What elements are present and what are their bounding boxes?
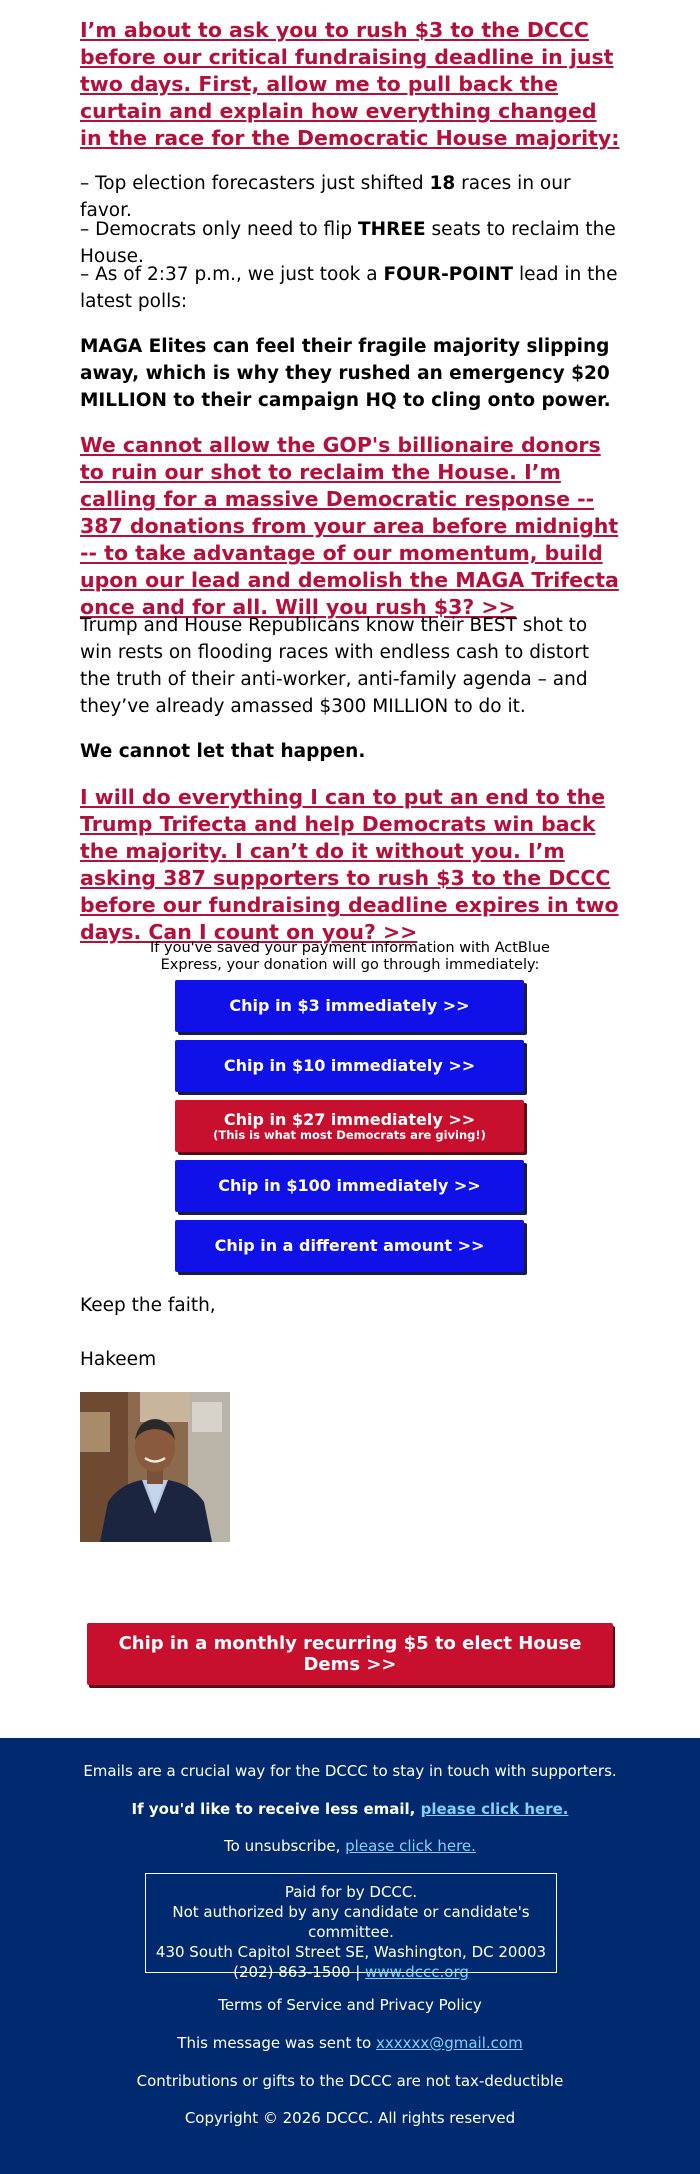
bullet-polls bbox=[80, 261, 625, 315]
less-email-link[interactable]: please click here. bbox=[420, 1800, 569, 1818]
trump-paragraph: Trump and House Republicans know their BEST shot to win rests on flooding races with endless cash to distort the truth of their anti-worker, anti-family agenda – and they’ve already amassed $300 MILLION to do it. bbox=[80, 615, 590, 717]
bullet-text: – Democrats only need to flip bbox=[80, 219, 358, 240]
end-link[interactable]: I will do everything I can to put an end to the Trump Trifecta and help Democrats win back the majority. I can’t do it without you. I’m asking 387 supporters to rush $3 to the DCCC before our fundraising deadline expires in two days. Can I count on you? >> bbox=[80, 785, 619, 944]
donate-other-button[interactable] bbox=[175, 1220, 524, 1272]
unsubscribe-link[interactable]: please click here. bbox=[345, 1837, 476, 1855]
donate-27-label: Chip in $27 immediately >> bbox=[223, 1110, 476, 1129]
donate-100-button[interactable] bbox=[175, 1160, 524, 1212]
copyright: Copyright © 2026 DCCC. All rights reserved bbox=[184, 2109, 516, 2127]
bullet-bold: 18 bbox=[429, 173, 456, 194]
signoff: Keep the faith, bbox=[80, 1295, 216, 1316]
paid-for-box bbox=[145, 1873, 557, 1981]
bullet-text: – As of 2:37 p.m., we just took a bbox=[80, 264, 384, 285]
less-email-text: If you'd like to receive less email, bbox=[131, 1800, 421, 1818]
bullet-text: lead in the latest polls: bbox=[80, 264, 618, 312]
phone: (202) 863-1500 | bbox=[233, 1963, 366, 1981]
bullet-bold: FOUR-POINT bbox=[383, 264, 514, 285]
footer bbox=[0, 1738, 700, 2174]
donate-3-button[interactable] bbox=[175, 980, 524, 1032]
bullet-text: races in our favor. bbox=[80, 173, 571, 221]
signature-name: Hakeem bbox=[80, 1349, 157, 1370]
actblue-note: If you've saved your payment information with ActBlue Express, your donation will go through immediately: bbox=[150, 940, 550, 973]
bullet-text: – Top election forecasters just shifted bbox=[80, 173, 430, 194]
website-link[interactable]: www.dccc.org bbox=[365, 1963, 469, 1981]
donate-3-label: Chip in $3 immediately >> bbox=[229, 996, 470, 1015]
donate-other-label: Chip in a different amount >> bbox=[214, 1236, 485, 1255]
donate-10-label: Chip in $10 immediately >> bbox=[223, 1056, 476, 1075]
bullet-text: seats to reclaim the House. bbox=[80, 219, 616, 267]
tax-notice: Contributions or gifts to the DCCC are not tax-deductible bbox=[136, 2072, 564, 2090]
footer-emails-line: Emails are a crucial way for the DCCC to stay in touch with supporters. bbox=[83, 1762, 617, 1780]
intro-link[interactable]: I’m about to ask you to rush $3 to the DCCC before our critical fundraising deadline in just two days. First, allow me to pull back the curtain and explain how everything changed in the race for the Democratic House majority: bbox=[80, 18, 620, 150]
cannot-let-paragraph: We cannot let that happen. bbox=[80, 741, 366, 762]
monthly-recurring-label: Chip in a monthly recurring $5 to elect House Dems >> bbox=[118, 1633, 582, 1675]
footer-less-email bbox=[0, 1800, 700, 1818]
donate-27-button[interactable] bbox=[175, 1100, 524, 1152]
donate-100-label: Chip in $100 immediately >> bbox=[218, 1176, 481, 1195]
response-link[interactable]: We cannot allow the GOP's billionaire donors to ruin our shot to reclaim the House. I’m calling for a massive Democratic response -- 387 donations from your area before midnight -- to take advantage of our momentum, build upon our lead and demolish the MAGA Trifecta once and for all. Will you rush $3? >> bbox=[80, 433, 619, 619]
not-authorized: Not authorized by any candidate or candidate's committee. bbox=[172, 1903, 530, 1941]
footer-unsubscribe bbox=[0, 1837, 700, 1855]
sent-to-text: This message was sent to bbox=[177, 2034, 376, 2052]
address: 430 South Capitol Street SE, Washington, DC 20003 bbox=[155, 1943, 547, 1961]
sent-to-email[interactable]: xxxxxx@gmail.com bbox=[375, 2034, 523, 2052]
phone-website bbox=[146, 1962, 556, 1982]
hakeem-portrait bbox=[80, 1392, 230, 1542]
donate-10-button[interactable] bbox=[175, 1040, 524, 1092]
sent-to bbox=[0, 2034, 700, 2052]
bullet-bold: THREE bbox=[357, 219, 426, 240]
maga-paragraph: MAGA Elites can feel their fragile majority slipping away, which is why they rushed an emergency $20 MILLION to their campaign HQ to cling onto power. bbox=[80, 336, 611, 411]
paid-by: Paid for by DCCC. bbox=[284, 1883, 418, 1901]
donate-27-sublabel: (This is what most Democrats are giving!) bbox=[213, 1128, 486, 1142]
unsubscribe-text: To unsubscribe, bbox=[224, 1837, 346, 1855]
terms-privacy[interactable]: Terms of Service and Privacy Policy bbox=[218, 1996, 482, 2014]
monthly-recurring-button[interactable] bbox=[87, 1623, 613, 1685]
